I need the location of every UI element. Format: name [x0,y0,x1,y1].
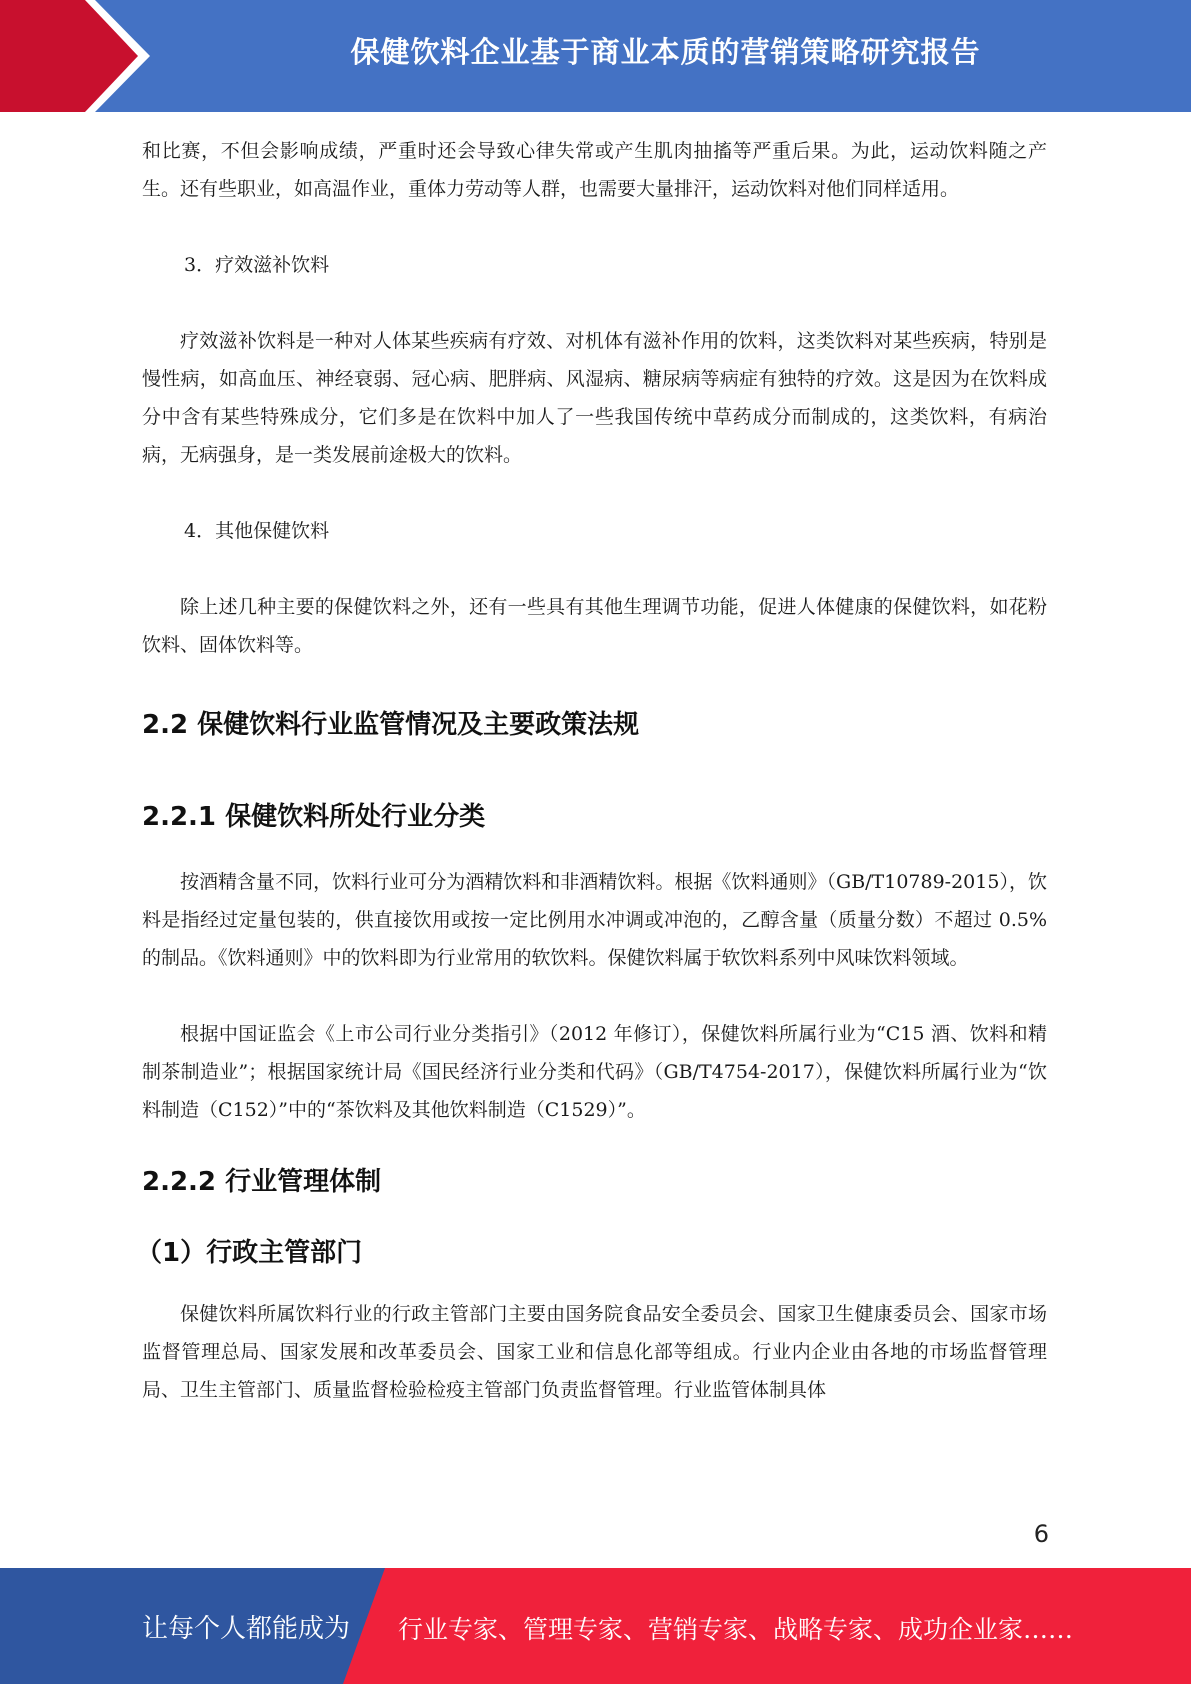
item-4-paragraph: 除上述几种主要的保健饮料之外，还有一些具有其他生理调节功能，促进人体健康的保健饮料，如花粉饮料、固体饮料等。 [142,596,1047,656]
section-2-2-1-paragraph-a: 按酒精含量不同，饮料行业可分为酒精饮料和非酒精饮料。根据《饮料通则》（GB/T10789-2015），饮料是指经过定量包装的，供直接饮用或按一定比例用水冲调或冲泡的，乙醇含量（质量分数）不超过 0.5%的制品。《饮料通则》中的饮料即为行业常用的软饮料。保健饮料属于软饮料系列中风味饮料领域。 [142,871,1047,969]
section-heading-2-2-2: 2.2.2 行业管理体制 [142,1167,382,1197]
section-heading-2-2-1: 2.2.1 保健饮料所处行业分类 [142,802,486,832]
red-chevron-decoration [0,0,150,112]
item-4-title: 4．其他保健饮料 [184,520,330,542]
report-title: 保健饮料企业基于商业本质的营销策略研究报告 [350,35,981,69]
section-2-2-1-paragraph-b: 根据中国证监会《上市公司行业分类指引》（2012 年修订），保健饮料所属行业为“C15 酒、饮料和精制茶制造业”；根据国家统计局《国民经济行业分类和代码》（GB/T4754-2017），保健饮料所属行业为“饮料制造（C152）”中的“茶饮料及其他饮料制造（C1529）”。 [142,1023,1047,1121]
page-number: 6 [1033,1520,1049,1548]
page-content [136,132,1047,1409]
header-banner [0,0,1191,112]
footer-slogan-right: 行业专家、管理专家、营销专家、战略专家、成功企业家…… [398,1615,1074,1644]
section-heading-2-2: 2.2 保健饮料行业监管情况及主要政策法规 [142,710,640,740]
section-2-2-2-paragraph: 保健饮料所属饮料行业的行政主管部门主要由国务院食品安全委员会、国家卫生健康委员会、国家市场监督管理总局、国家发展和改革委员会、国家工业和信息化部等组成。行业内企业由各地的市场监督管理局、卫生主管部门、质量监督检验检疫主管部门负责监督管理。行业监管体制具体 [142,1303,1047,1401]
footer-slogan-left: 让每个人都能成为 [142,1614,351,1644]
subsection-heading-1: （1）行政主管部门 [136,1238,363,1268]
item-3-title: 3．疗效滋补饮料 [184,254,330,276]
intro-paragraph: 和比赛，不但会影响成绩，严重时还会导致心律失常或产生肌肉抽搐等严重后果。为此，运动饮料随之产生。还有些职业，如高温作业，重体力劳动等人群，也需要大量排汗，运动饮料对他们同样适用。 [142,140,1047,200]
footer-banner [0,1568,1191,1684]
item-3-paragraph: 疗效滋补饮料是一种对人体某些疾病有疗效、对机体有滋补作用的饮料，这类饮料对某些疾病，特别是慢性病，如高血压、神经衰弱、冠心病、肥胖病、风湿病、糖尿病等病症有独特的疗效。这是因为在饮料成分中含有某些特殊成分，它们多是在饮料中加人了一些我国传统中草药成分而制成的，这类饮料，有病治病，无病强身，是一类发展前途极大的饮料。 [142,330,1047,466]
